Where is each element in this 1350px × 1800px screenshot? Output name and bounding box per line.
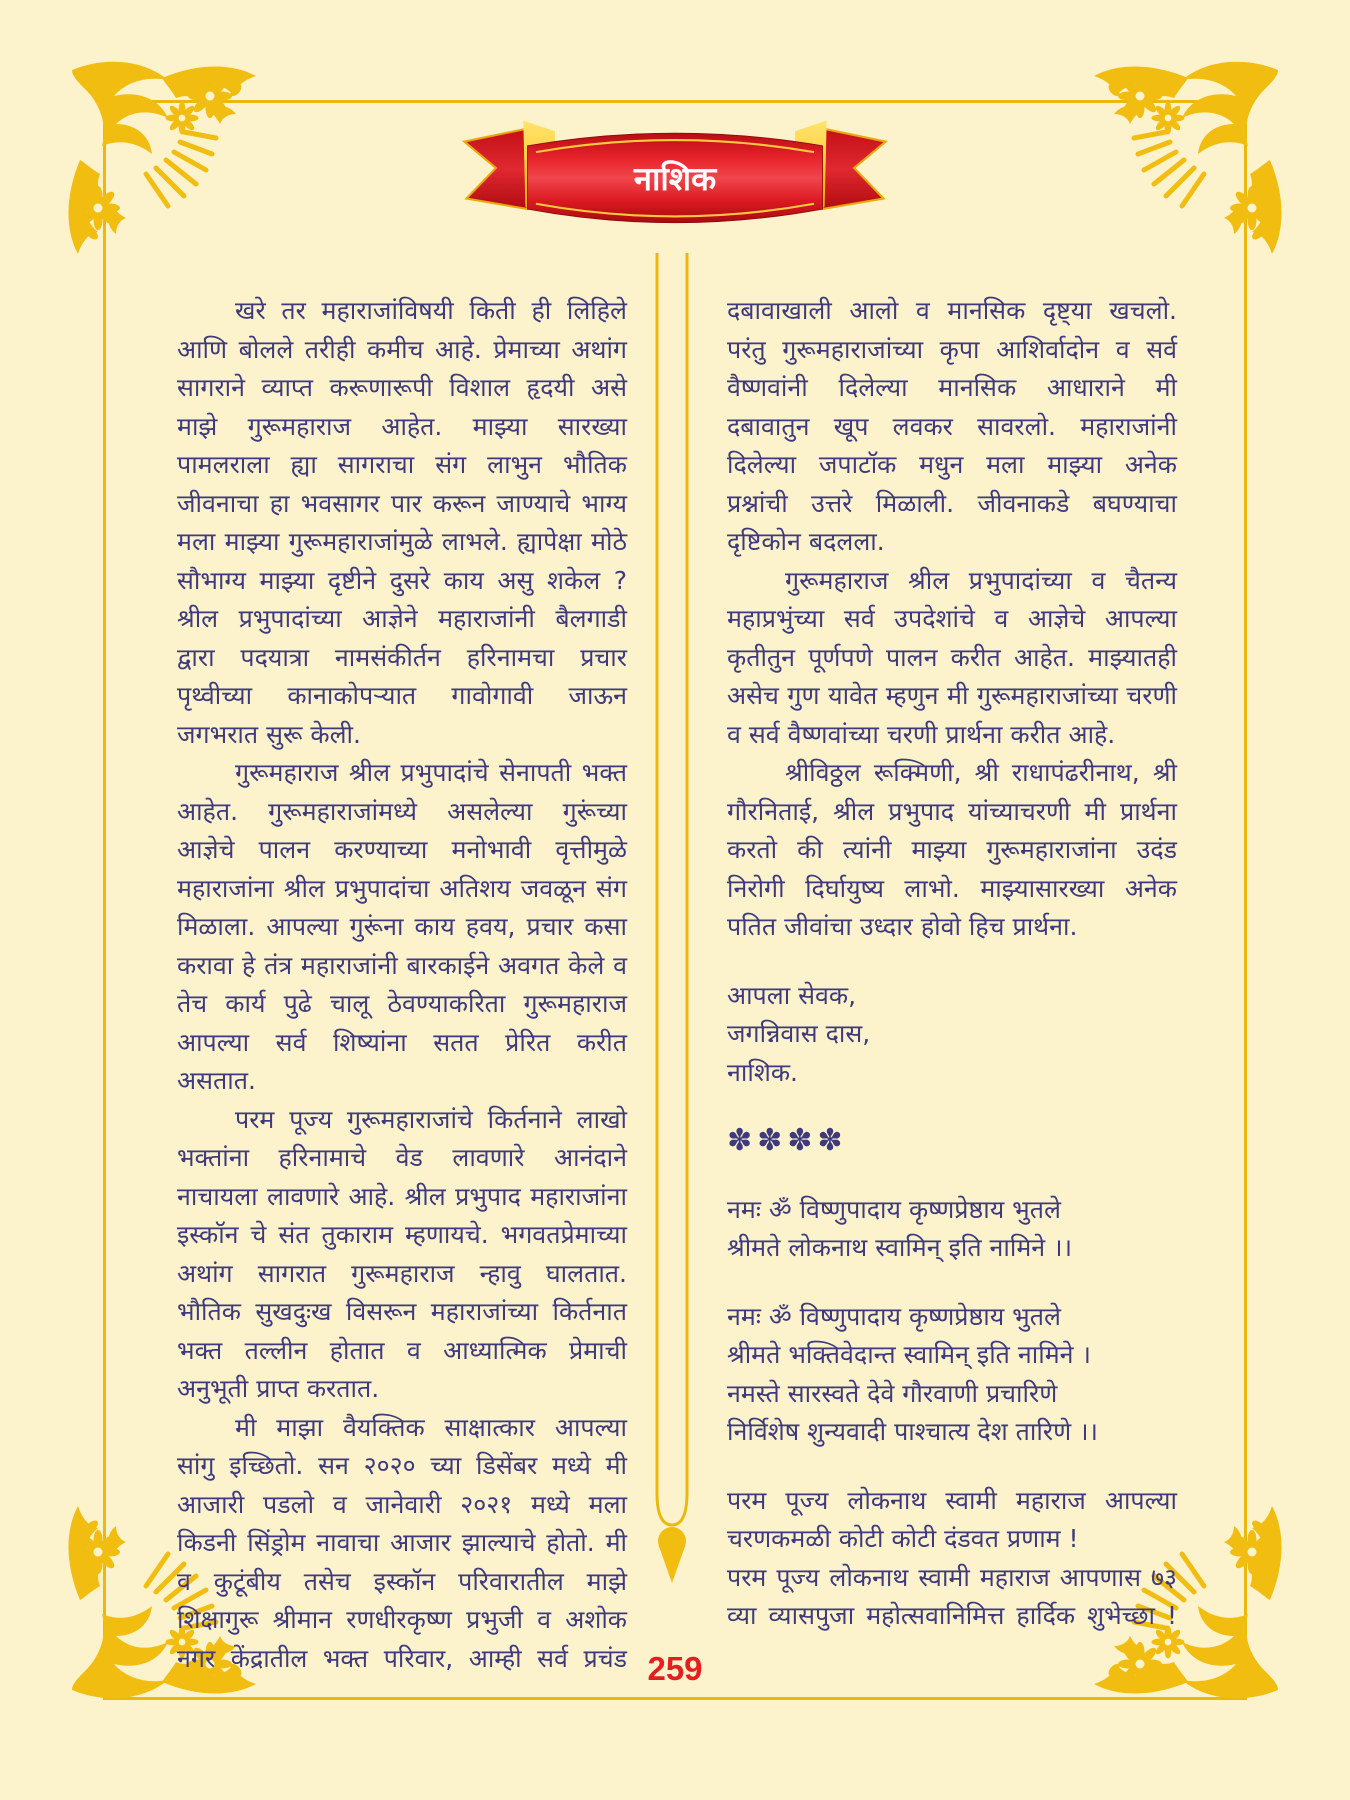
text-line: इस्कॉन चे संत तुकाराम म्हणायचे. भगवतप्रेमाच्या: [177, 1220, 627, 1249]
text-line: गौरनिताई, श्रील प्रभुपाद यांच्याचरणी मी प्रार्थना: [727, 796, 1177, 826]
text-line: करतो की त्यांनी माझ्या गुरूमहाराजांना उदंड: [727, 835, 1177, 864]
text-line: जीवनाचा हा भवसागर पार करून जाण्याचे भाग्य: [177, 488, 627, 518]
text-block: [727, 1191, 1177, 1268]
text-line: माझे गुरूमहाराज आहेत. माझ्या सारख्या: [177, 411, 627, 441]
text-line: आपल्या सर्व शिष्यांना सतत प्रेरित करीत: [177, 1027, 627, 1057]
text-line: परम पूज्य लोकनाथ स्वामी महाराज आपणास ७३: [727, 1562, 1177, 1592]
text-line: आणि बोलले तरीही कमीच आहे. प्रेमाच्या अथांग: [177, 334, 627, 364]
text-block: [177, 600, 627, 754]
text-line: मिळाला. आपल्या गुरूंना काय हवय, प्रचार कसा: [177, 912, 627, 941]
text-line: दबावातुन खूप लवकर सावरलो. महाराजांनी: [727, 411, 1177, 441]
text-line: नमः ॐ विष्णुपादाय कृष्णप्रेष्ठाय भुतले: [727, 1194, 1061, 1224]
text-line: गुरूमहाराज श्रील प्रभुपादांच्या व चैतन्य: [785, 565, 1177, 595]
text-line: व्या व्यासपुजा महोत्सवानिमित्त हार्दिक शुभेच्छा !: [727, 1601, 1177, 1630]
text-line: परम पूज्य लोकनाथ स्वामी महाराज आपल्या: [727, 1485, 1177, 1515]
banner-title: नाशिक: [633, 160, 717, 199]
text-line: निर्विशेष शुन्यवादी पाश्चात्य देश तारिणे ।।: [727, 1417, 1099, 1446]
text-line: जगभरात सुरू केली.: [177, 719, 361, 749]
text-block: [727, 1122, 1177, 1161]
text-line: पामलराला ह्या सागराचा संग लाभुन भौतिक: [177, 450, 627, 479]
text-line: चरणकमळी कोटी कोटी दंडवत प्रणाम !: [727, 1524, 1079, 1553]
text-line: जगन्निवास दास,: [727, 1019, 871, 1048]
text-block: [177, 1409, 627, 1679]
text-line: श्रील प्रभुपादांच्या आज्ञेने महाराजांनी बैलगाडी: [177, 604, 627, 633]
text-line: मी माझा वैयक्तिक साक्षात्कार आपल्या: [235, 1412, 627, 1442]
left-text-column: [177, 292, 627, 1678]
text-block: [177, 754, 627, 1101]
text-block: [727, 1482, 1177, 1559]
page-number: 259: [647, 1650, 703, 1687]
text-block: [727, 754, 1177, 947]
text-line: असतात.: [177, 1066, 256, 1095]
text-line: ✽✽✽✽: [727, 1123, 848, 1158]
column-divider-icon: [650, 253, 694, 1593]
text-line: वैष्णवांनी दिलेल्या मानसिक आधाराने मी: [727, 373, 1177, 402]
text-line: अनुभूती प्राप्त करतात.: [177, 1374, 380, 1403]
text-line: आजारी पडलो व जानेवारी २०२१ मध्ये मला: [177, 1489, 627, 1519]
text-line: असेच गुण यावेत म्हणुन मी गुरूमहाराजांच्या चरणी: [727, 681, 1177, 710]
text-line: भक्त तल्लीन होतात व आध्यात्मिक प्रेमाची: [177, 1335, 627, 1365]
text-line: श्रीविठ्ठल रूक्मिणी, श्री राधापंढरीनाथ, श्री: [785, 758, 1177, 787]
text-line: अथांग सागरात गुरूमहाराज न्हावु घालतात.: [177, 1258, 627, 1288]
text-block: [727, 292, 1177, 562]
ribbon-tail-left: [464, 129, 527, 209]
text-line: परम पूज्य गुरूमहाराजांचे किर्तनाने लाखो: [235, 1104, 627, 1134]
text-line: नगर केंद्रातील भक्त परिवार, आम्ही सर्व प्रचंड: [177, 1643, 627, 1673]
text-line: नाचायला लावणारे आहे. श्रील प्रभुपाद महाराजांना: [177, 1181, 627, 1211]
text-line: सांगु इच्छितो. सन २०२० च्या डिसेंबर मध्ये मी: [177, 1451, 627, 1480]
ribbon-tail-right: [823, 129, 886, 209]
text-line: व कुटूंबीय तसेच इस्कॉन परिवारातील माझे: [177, 1566, 627, 1596]
floral-corner-icon: [58, 56, 268, 266]
text-line: आज्ञेचे पालन करण्याच्या मनोभावी वृत्तीमुळे: [177, 835, 627, 864]
text-block: [727, 562, 1177, 755]
text-line: भौतिक सुखदुःख विसरून महाराजांच्या किर्तनात: [177, 1297, 627, 1326]
right-text-column: [727, 292, 1177, 1636]
text-line: भक्तांना हरिनामाचे वेड लावणारे आनंदाने: [177, 1143, 627, 1172]
text-line: आहेत. गुरूमहाराजांमध्ये असलेल्या गुरूंच्या: [177, 796, 627, 826]
text-line: महाप्रभुंच्या सर्व उपदेशांचे व आज्ञेचे आपल्या: [727, 604, 1177, 633]
text-line: करावा हे तंत्र महाराजांनी बारकाईने अवगत केले व: [177, 950, 627, 980]
text-line: पतित जीवांचा उध्दार होवो हिच प्रार्थना.: [727, 912, 1078, 941]
text-line: द्वारा पदयात्रा नामसंकीर्तन हरिनामचा प्रचार: [177, 642, 627, 672]
text-line: दिलेल्या जपाटॉक मधुन मला माझ्या अनेक: [727, 450, 1177, 479]
text-line: महाराजांना श्रील प्रभुपादांचा अतिशय जवळून संग: [177, 873, 627, 903]
text-line: आपला सेवक,: [727, 980, 857, 1010]
text-line: खरे तर महाराजांविषयी किती ही लिहिले: [235, 296, 627, 325]
text-line: पृथ्वीच्या कानाकोपऱ्यात गावोगावी जाऊन: [177, 681, 627, 710]
text-line: दृष्टिकोन बदलला.: [727, 527, 885, 556]
text-line: सौभाग्य माझ्या दृष्टीने दुसरे काय असु शकेल ?: [177, 565, 627, 595]
text-line: दबावाखाली आलो व मानसिक दृष्ट्या खचलो.: [727, 296, 1177, 325]
text-block: [727, 1559, 1177, 1636]
text-line: गुरूमहाराज श्रील प्रभुपादांचे सेनापती भक्त: [235, 758, 627, 787]
text-line: मला माझ्या गुरूमहाराजांमुळे लाभले. ह्यापेक्षा मोठे: [177, 527, 627, 556]
floral-corner-icon: [1082, 56, 1292, 266]
text-line: व सर्व वैष्णवांच्या चरणी प्रार्थना करीत आहे.: [727, 719, 1116, 749]
text-line: सागराने व्याप्त करूणारूपी विशाल हृदयी असे: [177, 373, 627, 402]
text-line: शिक्षागुरू श्रीमान रणधीरकृष्ण प्रभुजी व अशोक: [177, 1605, 627, 1634]
text-line: परंतु गुरूमहाराजांच्या कृपा आशिर्वादोन व सर्व: [727, 334, 1177, 364]
text-block: [177, 1101, 627, 1409]
ribbon-banner: [460, 110, 890, 228]
text-block: [727, 977, 1177, 1093]
text-line: किडनी सिंड्रोम नावाचा आजार झाल्याचे होतो. मी: [177, 1528, 627, 1557]
text-line: श्रीमते भक्तिवेदान्त स्वामिन् इति नामिने ।: [727, 1340, 1091, 1369]
text-line: नाशिक.: [727, 1057, 798, 1087]
text-line: कृतीतुन पूर्णपणे पालन करीत आहेत. माझ्यातही: [727, 642, 1177, 672]
text-block: [177, 292, 627, 600]
text-line: नमस्ते सारस्वते देवे गौरवाणी प्रचारिणे: [727, 1378, 1058, 1408]
text-line: श्रीमते लोकनाथ स्वामिन् इति नामिने ।।: [727, 1233, 1073, 1262]
text-block: [727, 1298, 1177, 1452]
text-line: नमः ॐ विष्णुपादाय कृष्णप्रेष्ठाय भुतले: [727, 1301, 1061, 1331]
text-line: तेच कार्य पुढे चालू ठेवण्याकरिता गुरूमहाराज: [177, 989, 627, 1018]
text-line: निरोगी दिर्घायुष्य लाभो. माझ्यासारख्या अनेक: [727, 873, 1177, 903]
text-line: प्रश्नांची उत्तरे मिळाली. जीवनाकडे बघण्याचा: [727, 488, 1177, 518]
